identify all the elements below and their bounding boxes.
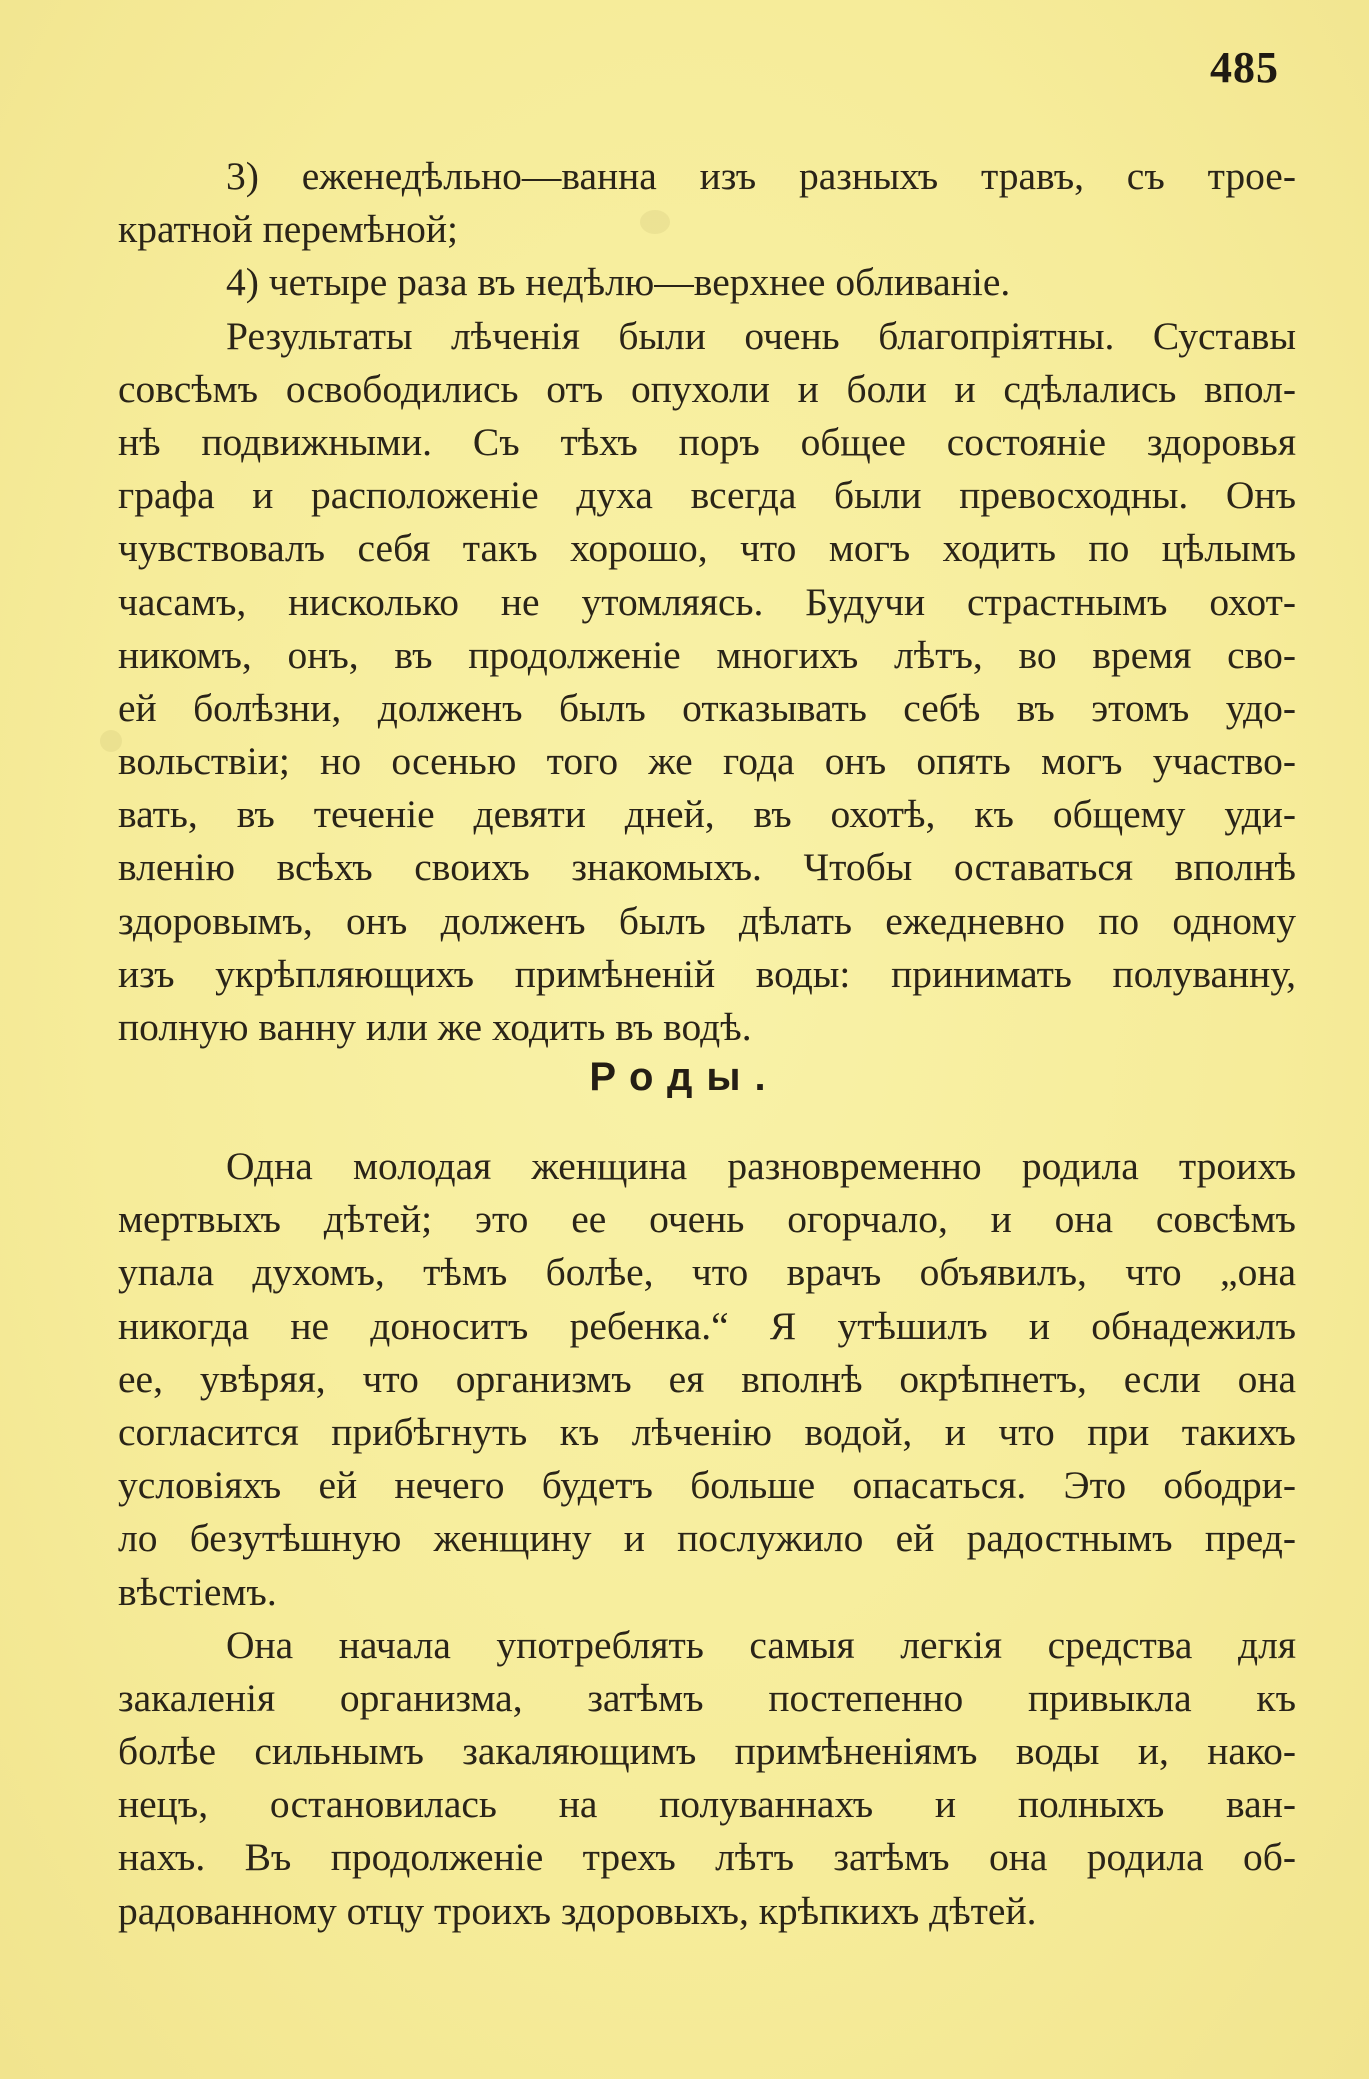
text-line: согласится прибѣгнуть къ лѣченію водой, и что при такихъ [118, 1409, 1296, 1454]
text-block-treatment [118, 150, 1296, 1054]
text-line: графа и расположеніе духа всегда были превосходны. Онъ [118, 473, 1296, 518]
text-line: нѣ подвижными. Съ тѣхъ поръ общее состояніе здоровья [118, 419, 1296, 464]
text-line: никомъ, онъ, въ продолженіе многихъ лѣтъ, во время сво- [118, 632, 1296, 677]
text-line: Она начала употреблять самыя легкія средства для [226, 1622, 1296, 1667]
text-line: 3) еженедѣльно—ванна изъ разныхъ травъ, съ трое- [226, 154, 1296, 198]
text-line: ло безутѣшную женщину и послужило ей радостнымъ пред- [118, 1516, 1296, 1561]
text-line: нахъ. Въ продолженіе трехъ лѣтъ затѣмъ она родила об- [118, 1835, 1296, 1880]
text-line: полную ванну или же ходить въ водѣ. [118, 1005, 752, 1049]
text-line: чувствовалъ себя такъ хорошо, что могъ ходить по цѣлымъ [118, 526, 1296, 571]
text-line: здоровымъ, онъ долженъ былъ дѣлать ежедневно по одному [118, 898, 1296, 943]
text-line: Одна молодая женщина разновременно родила троихъ [226, 1144, 1296, 1188]
text-line: упала духомъ, тѣмъ болѣе, что врачъ объявилъ, что „она [118, 1250, 1296, 1295]
text-line: изъ укрѣпляющихъ примѣненій воды: принимать полуванну, [118, 951, 1296, 996]
text-line: вленію всѣхъ своихъ знакомыхъ. Чтобы оставаться вполнѣ [118, 845, 1296, 890]
text-line: нецъ, остановилась на полуваннахъ и полныхъ ван- [118, 1782, 1296, 1827]
text-line: вольствіи; но осенью того же года онъ опять могъ участво- [118, 739, 1296, 784]
text-line: ее, увѣряя, что организмъ ея вполнѣ окрѣпнетъ, если она [118, 1356, 1296, 1401]
section-heading: Роды. [589, 1055, 780, 1099]
text-line: 4) четыре раза въ недѣлю—верхнее обливаніе. [226, 260, 1011, 305]
text-line: вѣстіемъ. [118, 1569, 277, 1614]
text-line: вать, въ теченіе девяти дней, въ охотѣ, къ общему уди- [118, 792, 1296, 837]
text-line: никогда не доноситъ ребенка.“ Я утѣшилъ и обнадежилъ [118, 1303, 1296, 1348]
text-block-births [118, 1140, 1296, 1938]
text-line: закаленія организма, затѣмъ постепенно привыкла къ [118, 1675, 1296, 1720]
text-line: часамъ, нисколько не утомляясь. Будучи страстнымъ охот- [118, 579, 1296, 624]
text-line: мертвыхъ дѣтей; это ее очень огорчало, и она совсѣмъ [118, 1197, 1296, 1242]
text-line: радованному отцу троихъ здоровыхъ, крѣпкихъ дѣтей. [118, 1888, 1037, 1933]
text-line: Результаты лѣченія были очень благопріятны. Суставы [226, 313, 1296, 358]
text-line: совсѣмъ освободились отъ опухоли и боли и сдѣлались впол- [118, 366, 1296, 411]
text-line: условіяхъ ей нечего будетъ больше опасаться. Это ободри- [118, 1463, 1296, 1508]
text-line: ей болѣзни, долженъ былъ отказывать себѣ въ этомъ удо- [118, 685, 1296, 730]
page-number: 485 [1210, 43, 1279, 92]
text-line: болѣе сильнымъ закаляющимъ примѣненіямъ воды и, нако- [118, 1729, 1296, 1774]
text-line: кратной перемѣной; [118, 207, 459, 252]
